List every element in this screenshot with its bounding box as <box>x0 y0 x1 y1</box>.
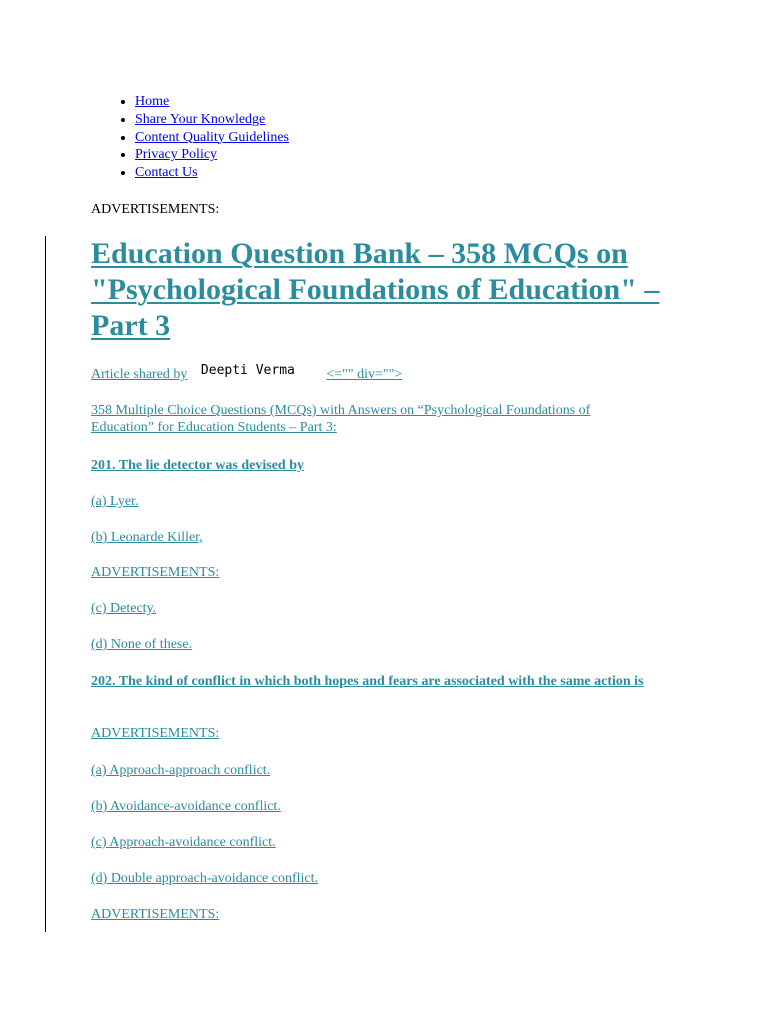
nav-item-content-quality-guidelines <box>135 129 289 147</box>
question-201-option-a[interactable]: (a) Lyer. <box>91 494 139 509</box>
broken-markup-text[interactable]: <="" div=""> <box>326 367 403 382</box>
nav-link-privacy-policy[interactable]: Privacy Policy <box>135 147 218 163</box>
article-intro[interactable]: 358 Multiple Choice Questions (MCQs) with Answers on “Psychological Foundations of Education” for Education Students – Part 3: <box>91 403 591 435</box>
question-201-option-c[interactable]: (c) Detecty. <box>91 601 157 616</box>
nav-item-privacy-policy <box>135 146 289 164</box>
nav-link-content-quality-guidelines[interactable]: Content Quality Guidelines <box>135 129 289 145</box>
question-201-option-b[interactable]: (b) Leonarde Killer, <box>91 530 203 545</box>
question-201[interactable]: 201. The lie detector was devised by <box>91 458 304 473</box>
top-nav-list <box>90 93 289 182</box>
author-name: Deepti Verma <box>200 363 295 378</box>
question-202-option-c[interactable]: (c) Approach-avoidance conflict. <box>91 835 276 850</box>
article-title[interactable]: Education Question Bank – 358 MCQs on "Psychological Foundations of Education" – Part 3 <box>91 237 660 342</box>
question-202-option-d[interactable]: (d) Double approach-avoidance conflict. <box>91 871 319 886</box>
nav-link-home[interactable]: Home <box>135 94 170 109</box>
question-202[interactable]: 202. The kind of conflict in which both hopes and fears are associated with the same action is <box>91 674 644 689</box>
nav-item-share-your-knowledge <box>135 111 289 129</box>
article-content <box>91 236 691 922</box>
nav-link-contact-us[interactable]: Contact Us <box>135 165 198 181</box>
top-advertisement-label: ADVERTISEMENTS: <box>91 202 220 217</box>
question-202-option-a[interactable]: (a) Approach-approach conflict. <box>91 763 271 778</box>
nav-item-contact-us <box>135 164 289 182</box>
question-202-option-b[interactable]: (b) Avoidance-avoidance conflict. <box>91 799 281 814</box>
nav-item-home <box>135 93 289 111</box>
nav-link-share-your-knowledge[interactable]: Share Your Knowledge <box>135 111 266 127</box>
shared-by-label[interactable]: Article shared by <box>91 367 188 382</box>
left-vertical-rule <box>45 236 46 932</box>
advertisement-label[interactable]: ADVERTISEMENTS: <box>91 907 220 922</box>
advertisement-label[interactable]: ADVERTISEMENTS: <box>91 565 220 580</box>
advertisement-label[interactable]: ADVERTISEMENTS: <box>91 726 220 741</box>
article-shared-by-line <box>91 363 403 383</box>
question-201-option-d[interactable]: (d) None of these. <box>91 637 193 652</box>
